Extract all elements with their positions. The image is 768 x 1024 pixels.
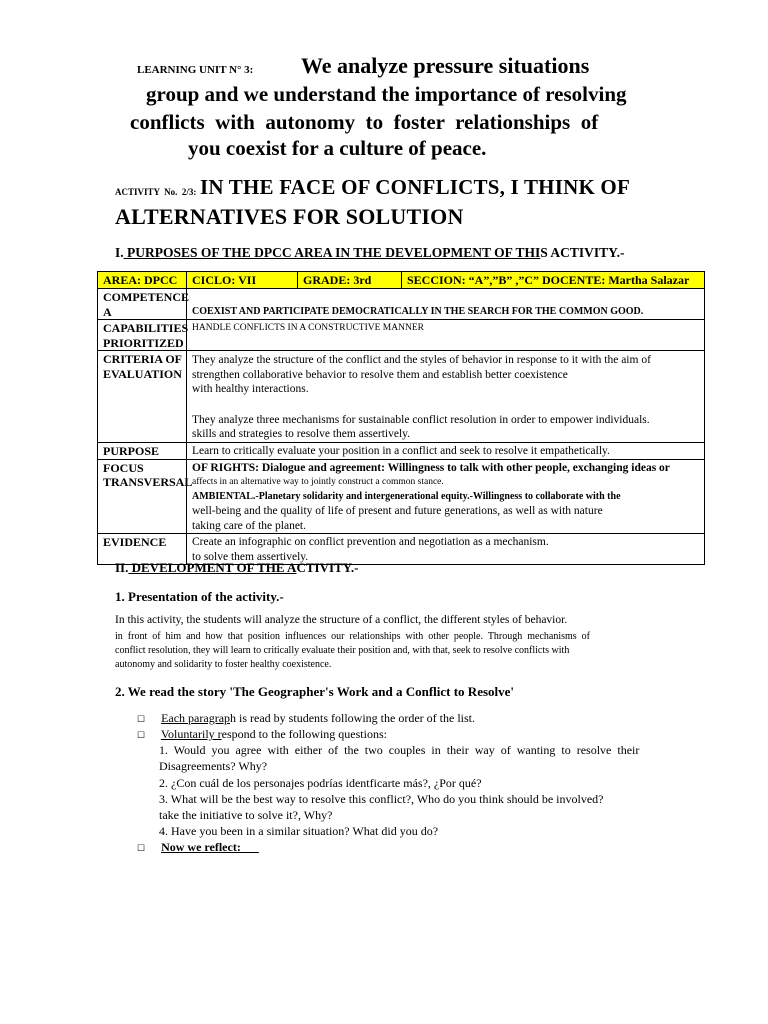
ciclo-cell: CICLO: VII [187,272,298,289]
purpose-row [98,443,705,460]
question-3-line-2: take the initiative to solve it?, Why? [159,808,333,822]
step-1-paragraph-line-4: autonomy and solidarity to foster healthy coexistence. [115,659,332,670]
focus-value: OF RIGHTS: Dialogue and agreement: Willingness to talk with other people, exchanging ideas or affects in an alternative way to jointly construct a common stance. AMBIENTAL.-Planetary solidarity and intergenerational equity.-Willingness to collaborate with the well-being and the quality of life of present and future generations, as well as with nature taking care of the planet. [187,459,705,534]
question-3-line-1: 3. What will be the best way to resolve this conflict?, Who do you think should be involved? [159,792,604,806]
competence-value: COEXIST AND PARTICIPATE DEMOCRATICALLY IN THE SEARCH FOR THE COMMON GOOD. [187,289,705,320]
evidence-label: EVIDENCE [98,534,187,565]
section-2-number: II. [115,560,129,575]
competence-row [98,289,705,320]
criteria-row [98,351,705,443]
seccion-docente-cell: SECCION: “A”,”B” ,”C” DOCENTE: Martha Salazar [402,272,705,289]
unit-title-line-1: We analyze pressure situations [301,53,590,78]
square-bullet-icon: ☐ [137,730,146,740]
capabilities-label: CAPABILITIES PRIORITIZED [98,320,187,351]
grade-cell: GRADE: 3rd [298,272,402,289]
activity-heading-line-2: ALTERNATIVES FOR SOLUTION [115,204,464,229]
section-1-heading [115,245,625,261]
question-1-line-1: 1. Would you agree with either of the two couples in their way of wanting to resolve their [159,743,640,757]
section-1-tail: S ACTIVITY.- [540,245,625,260]
competence-label: COMPETENCE A [98,289,187,320]
step-1-title: 1. Presentation of the activity.- [115,589,284,604]
table-header-row [98,272,705,289]
purpose-value: Learn to critically evaluate your position in a conflict and seek to resolve it empathetically. [187,443,705,460]
step-1-paragraph-line-3: conflict resolution, they will learn to critically evaluate their position and, with that, seek to resolve conflicts with [115,645,570,656]
square-bullet-icon: ☐ [137,843,146,853]
section-1-title: PURPOSES OF THE DPCC AREA IN THE DEVELOPMENT OF THI [123,245,541,260]
evidence-value: Create an infographic on conflict prevention and negotiation as a mechanism. to solve them assertively. [187,534,705,565]
purpose-label: PURPOSE [98,443,187,460]
square-bullet-icon: ☐ [137,714,146,724]
focus-row [98,459,705,534]
area-cell: AREA: DPCC [98,272,187,289]
step-2-title: 2. We read the story 'The Geographer's Work and a Conflict to Resolve' [115,684,515,699]
step-1-paragraph-line-1: In this activity, the students will analyze the structure of a conflict, the different styles of behavior. [115,614,568,626]
section-2-tail: CTIVITY.- [296,560,359,575]
step-2-bullet-3: ☐ Now we reflect: [137,840,259,854]
question-2: 2. ¿Con cuál de los personajes podrías identficarte más?, ¿Por qué? [159,776,482,790]
focus-label: FOCUS TRANSVERSAL [98,459,187,534]
step-1-paragraph-line-2: in front of him and how that position influences our relationships with other people. Through mechanisms of [115,631,591,642]
section-2-heading [115,560,358,576]
capabilities-row [98,320,705,351]
criteria-value: They analyze the structure of the conflict and the styles of behavior in response to it with the aim of strengthen collaborative behavior to resolve them and establish better coexistence with healthy interactions. They analyze three mechanisms for sustainable conflict resolution in order to empower individuals. skills and strategies to resolve them assertively. [187,351,705,443]
step-2-bullet-1: ☐ Each paragraph is read by students following the order of the list. [137,711,475,725]
unit-label: LEARNING UNIT N° 3: [137,64,254,76]
criteria-label: CRITERIA OF EVALUATION [98,351,187,443]
step-2-bullet-2: ☐ Voluntarily respond to the following questions: [137,727,387,741]
question-1-line-2: Disagreements? Why? [159,759,268,773]
unit-title-line-3: conflicts with autonomy to foster relationships of [130,110,599,134]
purposes-table [97,271,705,565]
activity-label: ACTIVITY No. 2/3: [115,187,197,197]
activity-heading-line-1: IN THE FACE OF CONFLICTS, I THINK OF [200,175,630,199]
section-2-title: DEVELOPMENT OF THE A [128,560,297,575]
unit-title-line-2: group and we understand the importance of resolving [146,82,627,106]
question-4: 4. Have you been in a similar situation? What did you do? [159,824,439,838]
section-1-number: I. [115,245,124,260]
capabilities-value: HANDLE CONFLICTS IN A CONSTRUCTIVE MANNER [187,320,705,351]
unit-title-line-4: you coexist for a culture of peace. [188,136,487,160]
